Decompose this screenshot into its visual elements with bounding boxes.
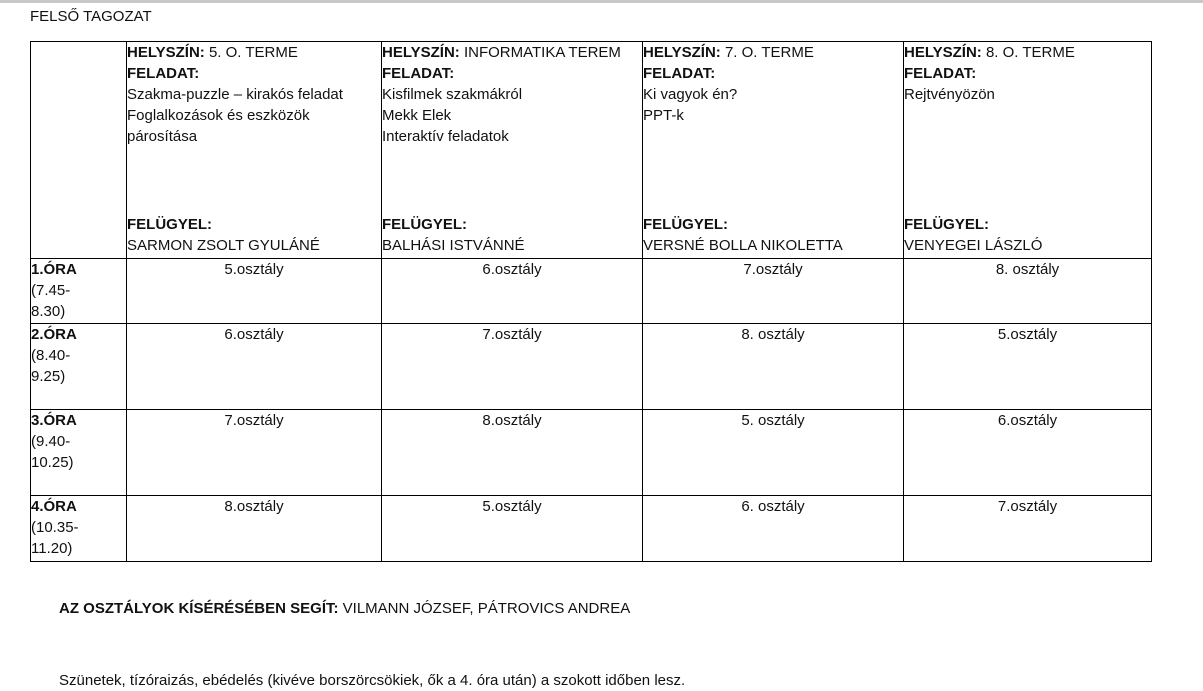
class-cell: 5.osztály [382, 496, 643, 562]
slot-time: 8.30) [31, 303, 66, 320]
helpers-label: AZ OSZTÁLYOK KÍSÉRÉSÉBEN SEGÍT: [59, 600, 339, 617]
class-cell: 7.osztály [127, 410, 382, 496]
location-label: HELYSZÍN: [643, 44, 721, 61]
class-cell: 5.osztály [127, 259, 382, 324]
location-value: 8. O. TERME [981, 44, 1075, 61]
slot-cell [31, 496, 127, 562]
section-title: FELSŐ TAGOZAT [30, 8, 152, 25]
task-item: Interaktív feladatok [382, 128, 509, 145]
room-cell-4 [904, 42, 1152, 259]
class-cell: 6.osztály [904, 410, 1152, 496]
class-cell: 7.osztály [904, 496, 1152, 562]
task-block [382, 63, 642, 214]
class-cell: 6.osztály [127, 324, 382, 410]
task-label: FELADAT: [382, 65, 455, 82]
task-block [904, 63, 1151, 214]
task-item: Foglalkozások és eszközök [127, 107, 310, 124]
supervisor-block [382, 214, 642, 258]
location-label: HELYSZÍN: [127, 44, 205, 61]
supervisor-label: FELÜGYEL: [904, 216, 989, 233]
room-cell-3 [643, 42, 904, 259]
task-label: FELADAT: [643, 65, 716, 82]
location-line [904, 42, 1151, 63]
slot-row-3 [31, 410, 1152, 496]
task-block [127, 63, 381, 214]
location-line [382, 42, 642, 63]
supervisor-label: FELÜGYEL: [127, 216, 212, 233]
task-item: Mekk Elek [382, 107, 452, 124]
class-cell: 7.osztály [382, 324, 643, 410]
slot-name: 1.ÓRA [31, 261, 77, 278]
slot-time: (9.40- [31, 433, 71, 450]
slot-time: (8.40- [31, 347, 71, 364]
slot-cell [31, 410, 127, 496]
helpers-names: VILMANN JÓZSEF, PÁTROVICS ANDREA [338, 600, 631, 617]
task-item: PPT-k [643, 107, 684, 124]
task-label: FELADAT: [904, 65, 977, 82]
location-line [127, 42, 381, 63]
schedule-table [30, 41, 1152, 562]
task-item: párosítása [127, 128, 198, 145]
slot-cell [31, 259, 127, 324]
class-cell: 8.osztály [127, 496, 382, 562]
class-cell: 6.osztály [382, 259, 643, 324]
class-cell: 7.osztály [643, 259, 904, 324]
task-item: Kisfilmek szakmákról [382, 86, 523, 103]
location-value: 5. O. TERME [204, 44, 298, 61]
slot-time: 11.20) [31, 540, 73, 557]
supervisor-block [904, 214, 1151, 258]
slot-row-1 [31, 259, 1152, 324]
task-item: Szakma-puzzle – kirakós feladat [127, 86, 343, 103]
class-cell: 8.osztály [382, 410, 643, 496]
supervisor-name: SARMON ZSOLT GYULÁNÉ [127, 237, 320, 254]
room-cell-2 [382, 42, 643, 259]
location-value: 7. O. TERME [720, 44, 814, 61]
helpers-line [59, 598, 630, 620]
supervisor-name: VERSNÉ BOLLA NIKOLETTA [643, 237, 843, 254]
header-row [31, 42, 1152, 259]
location-line [643, 42, 903, 63]
task-item: Rejtvényözön [904, 86, 995, 103]
location-label: HELYSZÍN: [382, 44, 460, 61]
supervisor-block [127, 214, 381, 258]
supervisor-label: FELÜGYEL: [382, 216, 467, 233]
supervisor-name: VENYEGEI LÁSZLÓ [904, 237, 1043, 254]
slot-time: 10.25) [31, 454, 74, 471]
slot-name: 3.ÓRA [31, 412, 77, 429]
slot-time: (7.45- [31, 282, 71, 299]
class-cell: 8. osztály [643, 324, 904, 410]
slot-time: (10.35- [31, 519, 79, 536]
page-top-border [0, 0, 1203, 3]
task-item: Ki vagyok én? [643, 86, 738, 103]
slot-time: 9.25) [31, 368, 66, 385]
supervisor-label: FELÜGYEL: [643, 216, 728, 233]
slot-cell [31, 324, 127, 410]
corner-cell [31, 42, 127, 259]
room-cell-1 [127, 42, 382, 259]
class-cell: 5.osztály [904, 324, 1152, 410]
location-value: INFORMATIKA TEREM [459, 44, 621, 61]
class-cell: 5. osztály [643, 410, 904, 496]
class-cell: 8. osztály [904, 259, 1152, 324]
slot-row-2 [31, 324, 1152, 410]
slot-name: 2.ÓRA [31, 326, 77, 343]
location-label: HELYSZÍN: [904, 44, 982, 61]
task-block [643, 63, 903, 214]
slot-name: 4.ÓRA [31, 498, 77, 515]
slot-row-4 [31, 496, 1152, 562]
schedule-note: Szünetek, tízóraizás, ebédelés (kivéve borszörcsökiek, ők a 4. óra után) a szokott időben lesz. [59, 672, 686, 689]
supervisor-block [643, 214, 903, 258]
supervisor-name: BALHÁSI ISTVÁNNÉ [382, 237, 525, 254]
class-cell: 6. osztály [643, 496, 904, 562]
task-label: FELADAT: [127, 65, 200, 82]
